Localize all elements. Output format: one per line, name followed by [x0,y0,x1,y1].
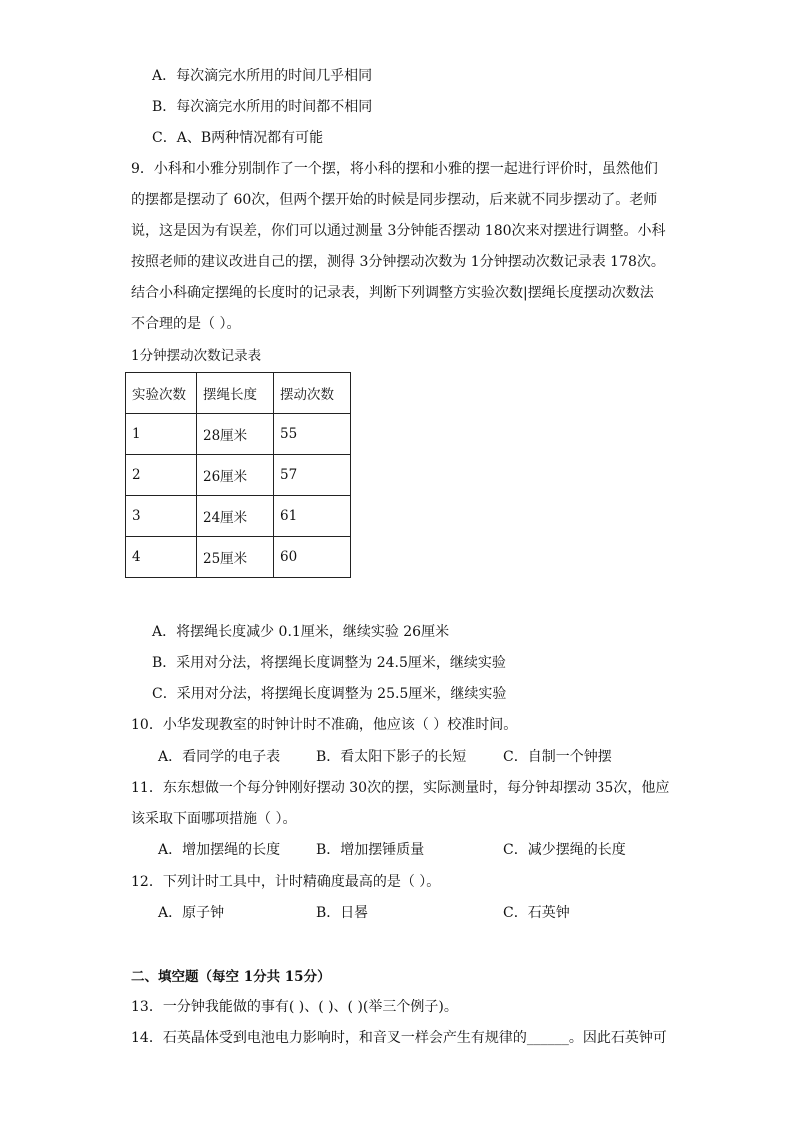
q12-option-b: B．日晷 [316,905,369,921]
table-cell: 4 [126,537,197,578]
table-cell: 25厘米 [197,537,274,578]
q14-stem: 14．石英晶体受到电池电力影响时，和音叉一样会产生有规律的______。因此石英钟可 [131,1030,667,1046]
table-cell: 3 [126,496,197,537]
q9-stem-line-2: 的摆都是摆动了 60次，但两个摆开始的时候是同步摆动，后来就不同步摆动了。老师 [131,192,658,208]
header-swings: 摆动次数 [274,373,351,414]
table-cell: 1 [126,414,197,455]
q10-option-a: A．看同学的电子表 [158,749,281,765]
q9-stem-line-3: 说，这是因为有误差，你们可以通过测量 3分钟能否摆动 180次来对摆进行调整。小科 [131,223,666,239]
table-cell: 28厘米 [197,414,274,455]
table-title: 1分钟摆动次数记录表 [131,348,262,364]
table-header-row [126,373,351,414]
table-cell: 57 [274,455,351,496]
table-cell: 60 [274,537,351,578]
q9-stem-line-5: 结合小科确定摆绳的长度时的记录表，判断下列调整方实验次数|摆绳长度摆动次数法 [131,285,654,301]
q10-stem: 10．小华发现教室的时钟计时不准确，他应该（ ）校准时间。 [131,717,518,733]
pendulum-record-table [125,372,351,578]
q9-option-c: C．采用对分法，将摆绳长度调整为 25.5厘米，继续实验 [152,686,507,702]
table-cell: 26厘米 [197,455,274,496]
q8-option-c: C．A、B两种情况都有可能 [152,130,324,146]
q9-stem-line-1: 9．小科和小雅分别制作了一个摆，将小科的摆和小雅的摆一起进行评价时，虽然他们 [131,161,658,177]
table-row [126,496,351,537]
q13-stem: 13．一分钟我能做的事有( )、( )、( )(举三个例子)。 [131,999,458,1015]
q10-option-b: B．看太阳下影子的长短 [316,749,467,765]
q9-stem-line-6: 不合理的是（ ）。 [131,316,241,332]
q9-stem-line-4: 按照老师的建议改进自己的摆，测得 3分钟摆动次数为 1分钟摆动次数记录表 178次。 [131,254,665,270]
q9-option-a: A．将摆绳长度减少 0.1厘米，继续实验 26厘米 [152,624,450,640]
q8-option-b: B．每次滴完水所用的时间都不相同 [152,99,373,115]
q9-option-b: B．采用对分法，将摆绳长度调整为 24.5厘米，继续实验 [152,655,506,671]
q12-stem: 12．下列计时工具中，计时精确度最高的是（ ）。 [131,874,441,890]
table-cell: 55 [274,414,351,455]
table-row [126,414,351,455]
table-cell: 61 [274,496,351,537]
table-cell: 2 [126,455,197,496]
table-row [126,455,351,496]
header-trial: 实验次数 [126,373,197,414]
table-cell: 24厘米 [197,496,274,537]
q11-option-b: B．增加摆锤质量 [316,842,425,858]
q12-option-a: A．原子钟 [158,905,225,921]
q10-option-c: C．自制一个钟摆 [503,749,612,765]
q12-option-c: C．石英钟 [503,905,570,921]
q8-option-a: A．每次滴完水所用的时间几乎相同 [152,68,373,84]
q11-stem-line-1: 11．东东想做一个每分钟刚好摆动 30次的摆，实际测量时，每分钟却摆动 35次，他应 [131,780,670,796]
q11-option-a: A．增加摆绳的长度 [158,842,281,858]
section-heading: 二、填空题（每空 1分共 15分） [131,969,331,985]
header-length: 摆绳长度 [197,373,274,414]
q11-option-c: C．减少摆绳的长度 [503,842,626,858]
q11-stem-line-2: 该采取下面哪项措施（ ）。 [131,811,297,827]
table-row [126,537,351,578]
